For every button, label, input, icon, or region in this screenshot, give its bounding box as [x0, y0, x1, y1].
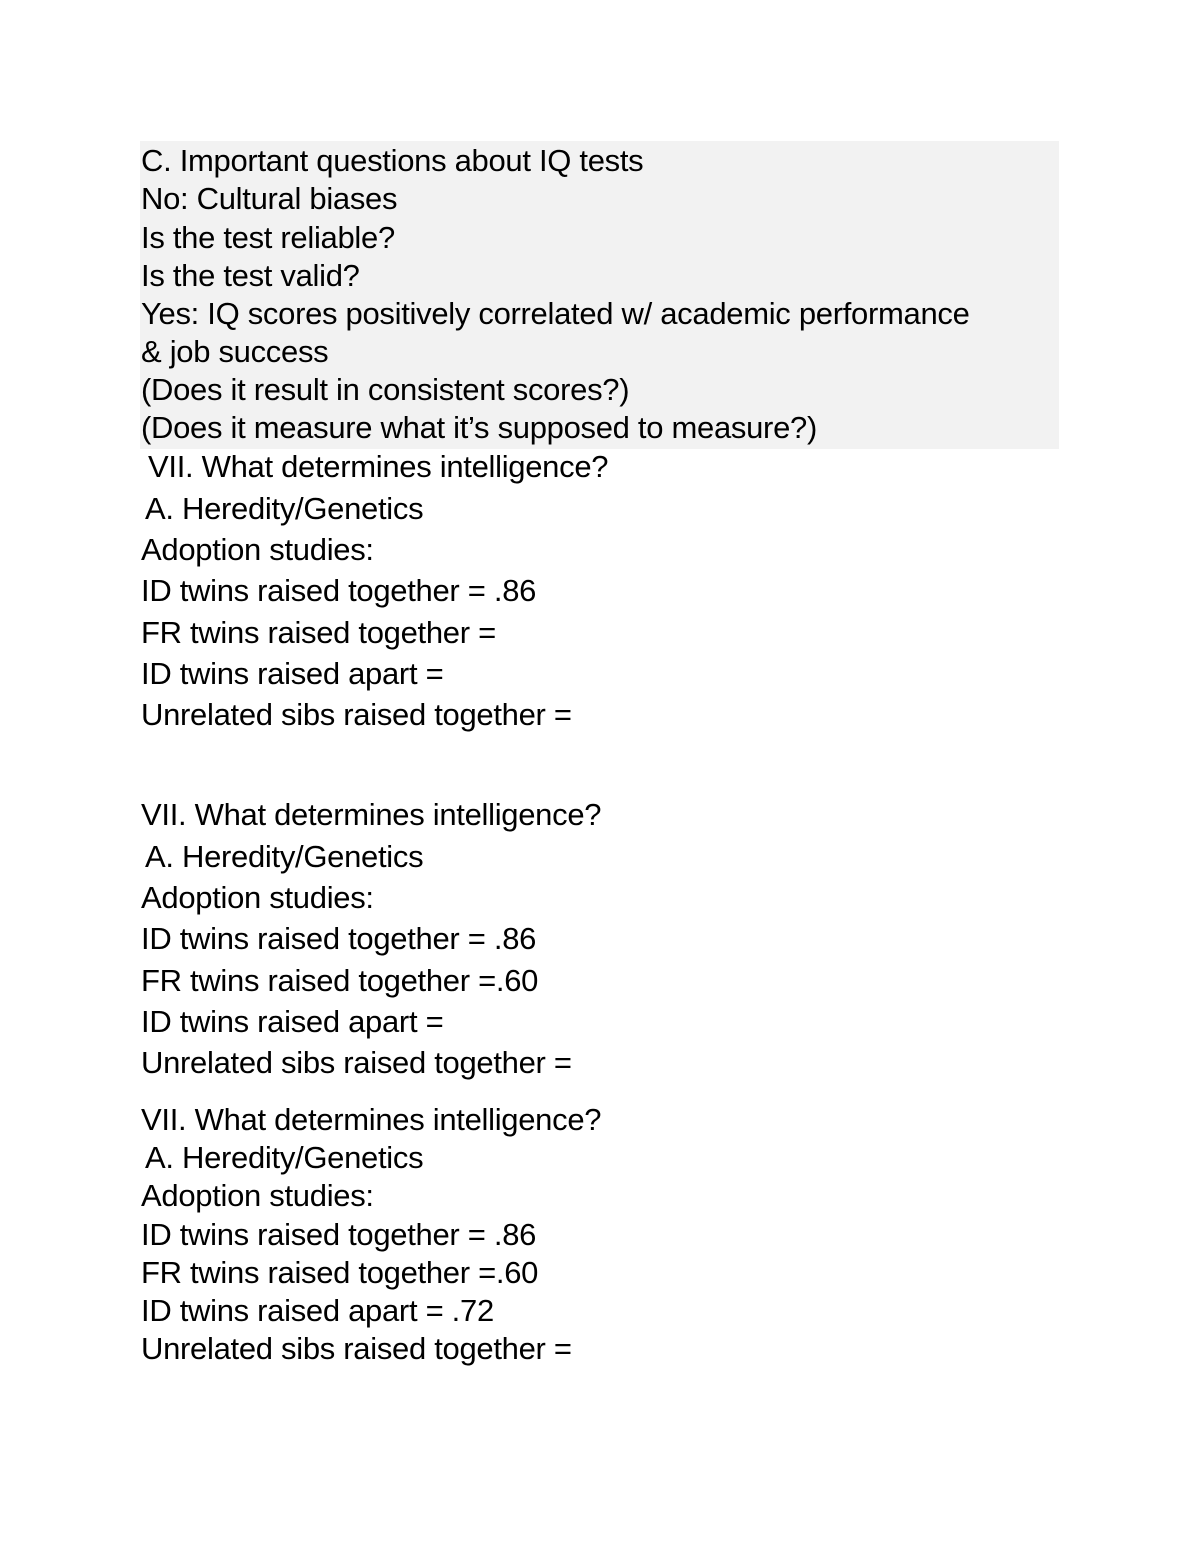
stat-row: FR twins raised together =.60	[141, 1255, 539, 1290]
stat-row: Unrelated sibs raised together =	[141, 697, 572, 732]
validity-definition: (Does it measure what it’s supposed to measure?)	[141, 410, 817, 445]
section-heading-intelligence: VII. What determines intelligence?	[141, 797, 602, 832]
stat-row: ID twins raised together = .86	[141, 573, 537, 608]
adoption-studies-label: Adoption studies:	[141, 1178, 374, 1213]
subheading-heredity: A. Heredity/Genetics	[145, 491, 424, 526]
section-heading-intelligence: VII. What determines intelligence?	[148, 449, 609, 484]
stat-row: ID twins raised apart =	[141, 656, 444, 691]
subheading-heredity: A. Heredity/Genetics	[145, 839, 424, 874]
answer-validity-line1: Yes: IQ scores positively correlated w/ academic performance	[141, 296, 970, 331]
section-heading-intelligence: VII. What determines intelligence?	[141, 1102, 602, 1137]
stat-row: FR twins raised together =.60	[141, 963, 539, 998]
stat-row: ID twins raised apart = .72	[141, 1293, 494, 1328]
stat-row: ID twins raised apart =	[141, 1004, 444, 1039]
stat-row: Unrelated sibs raised together =	[141, 1045, 572, 1080]
question-valid: Is the test valid?	[141, 258, 360, 293]
adoption-studies-label: Adoption studies:	[141, 532, 374, 567]
stat-row: ID twins raised together = .86	[141, 921, 537, 956]
note-cultural-biases: No: Cultural biases	[141, 181, 398, 216]
adoption-studies-label: Adoption studies:	[141, 880, 374, 915]
stat-row: ID twins raised together = .86	[141, 1217, 537, 1252]
reliability-definition: (Does it result in consistent scores?)	[141, 372, 630, 407]
subheading-heredity: A. Heredity/Genetics	[145, 1140, 424, 1175]
question-reliable: Is the test reliable?	[141, 220, 395, 255]
answer-validity-line2: & job success	[141, 334, 329, 369]
stat-row: FR twins raised together =	[141, 615, 496, 650]
section-heading-iq-questions: C. Important questions about IQ tests	[141, 143, 644, 178]
stat-row: Unrelated sibs raised together =	[141, 1331, 572, 1366]
